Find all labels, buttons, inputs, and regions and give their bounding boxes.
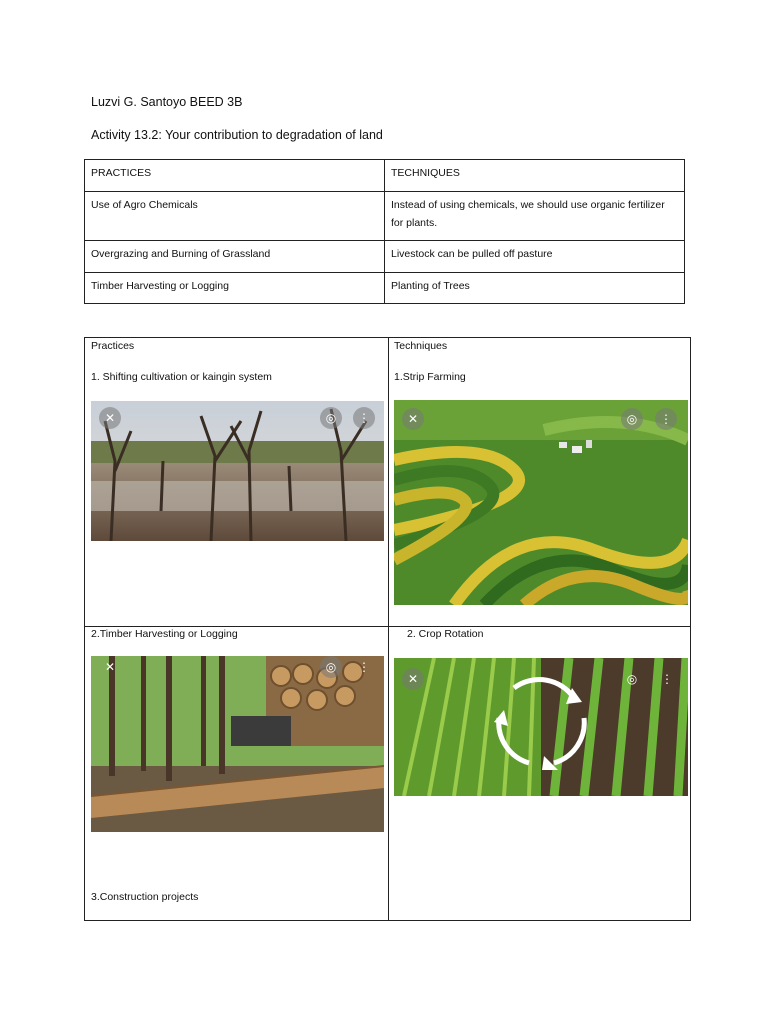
practice-2-label: 2.Timber Harvesting or Logging [91,628,238,640]
image-table [84,337,691,921]
lens-icon[interactable]: ◎ [626,672,638,686]
close-icon[interactable]: ✕ [402,408,424,430]
more-vert-icon[interactable]: ⋮ [358,660,370,674]
more-vert-icon[interactable]: ⋮ [353,407,375,429]
row-divider [85,626,690,627]
header-practices: PRACTICES [85,160,385,192]
column-divider [388,338,389,920]
practice-3-label: 3.Construction projects [91,891,199,903]
col-techniques-label: Techniques [394,340,448,352]
kaingin-photo [91,401,384,541]
table-row [85,160,685,192]
close-icon[interactable]: ✕ [104,660,116,674]
cell-practice: Timber Harvesting or Logging [85,273,385,304]
lens-icon[interactable]: ◎ [320,656,342,678]
more-vert-icon[interactable]: ⋮ [661,672,673,686]
header-techniques: TECHNIQUES [385,160,685,192]
practices-table [84,159,685,304]
cell-technique: Livestock can be pulled off pasture [385,241,685,273]
table-row [85,273,685,304]
cell-technique: Instead of using chemicals, we should use organic fertilizer for plants. [385,192,685,241]
author-line: Luzvi G. Santoyo BEED 3B [91,95,243,109]
cell-practice: Overgrazing and Burning of Grassland [85,241,385,273]
close-icon[interactable]: ✕ [402,668,424,690]
strip-farming-photo [394,400,688,605]
table-row [85,241,685,273]
close-icon[interactable]: ✕ [99,407,121,429]
table-row [85,192,685,241]
crop-rotation-photo [394,658,688,796]
lens-icon[interactable]: ◎ [621,408,643,430]
col-practices-label: Practices [91,340,135,352]
practice-1-label: 1. Shifting cultivation or kaingin system [91,371,272,383]
cell-technique: Planting of Trees [385,273,685,304]
technique-2-label: 2. Crop Rotation [407,628,484,640]
lens-icon[interactable]: ◎ [320,407,342,429]
activity-title: Activity 13.2: Your contribution to degradation of land [91,128,383,142]
cell-practice: Use of Agro Chemicals [85,192,385,241]
more-vert-icon[interactable]: ⋮ [655,408,677,430]
logging-photo [91,656,384,832]
technique-1-label: 1.Strip Farming [394,371,466,383]
